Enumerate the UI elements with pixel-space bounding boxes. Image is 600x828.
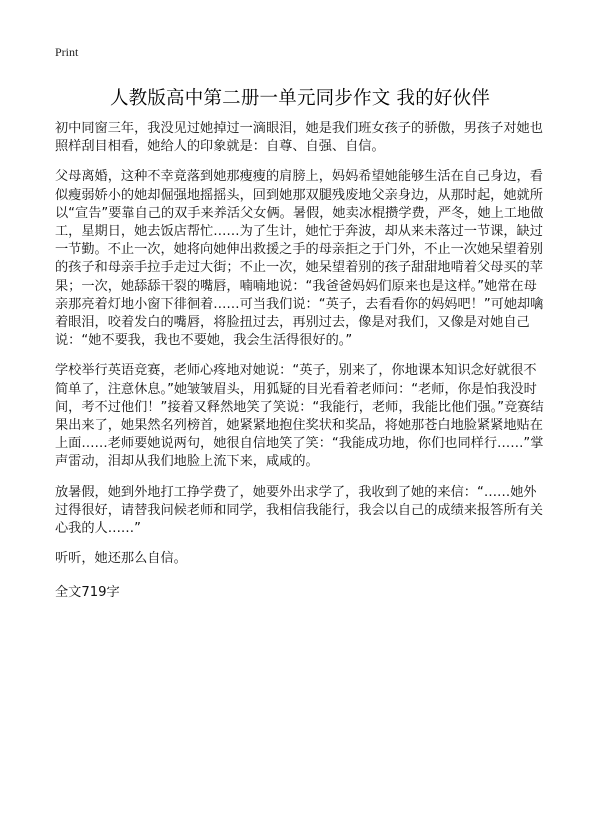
paragraph-5: 听听，她还那么自信。 [55,551,187,567]
print-link[interactable]: Print [55,45,79,59]
article-title: 人教版高中第二册一单元同步作文 我的好伙伴 [109,88,491,109]
article-body [55,120,547,602]
paragraph-3: 学校举行英语竞赛，老师心疼地对她说：“英子，别来了，你地课本知识念好就很不简单了，注意休息。”她皱皱眉头，用狐疑的目光看着老师问：“老师，你是怕我没时间，考不过他们！”接着又释然地笑了笑说：“我能行，老师，我能比他们强。”竞赛结果出来了，她果然名列榜首，她紧紧地抱住奖状和奖品，将她那苍白地脸紧紧地贴在上面……老师要她说两句，她很自信地笑了笑：“我能成功地，你们也同样行……”掌声雷动，泪却从我们地脸上流下来，咸咸的。 [55,363,544,470]
paragraph-2: 父母离婚，这种不幸竟落到她那瘦瘦的肩膀上，妈妈希望她能够生活在自己身边，看似瘦弱娇小的她却倔强地摇摇头，回到她那双腿残废地父亲身边，从那时起，她就所以“宣告”要靠自己的双手来养活父女俩。暑假，她卖冰棍攒学费，严冬，她上工地做工，星期日，她去饭店帮忙……为了生计，她忙于奔波，却从来未落过一节课，缺过一节勤。不止一次，她将向她伸出救援之手的母亲拒之于门外，不止一次她呆望着别的孩子和母亲手拉手走过大街；不止一次，她呆望着别的孩子甜甜地啃着父母买的苹果；一次，她舔舔干裂的嘴唇，喃喃地说：“我爸爸妈妈们原来也是这样。”她常在母亲那亮着灯地小窗下徘徊着……可当我们说：“英子，去看看你的妈妈吧！”可她却噙着眼泪，咬着发白的嘴唇，将脸扭过去，再别过去，像是对我们，又像是对她自己说：“她不要我，我也不要她，我会生活得很好的。” [55,169,544,349]
word-count: 全文719字 [55,585,120,601]
paragraph-1: 初中同窗三年，我没见过她掉过一滴眼泪，她是我们班女孩子的骄傲，男孩子对她也照样刮目相看，她给人的印象就是：自尊、自强、自信。 [55,121,543,155]
paragraph-4: 放暑假，她到外地打工挣学费了，她要外出求学了，我收到了她的来信：“……她外过得很好，请替我问候老师和同学，我相信我能行，我会以自己的成绩来报答所有关心我的人……” [55,484,543,537]
